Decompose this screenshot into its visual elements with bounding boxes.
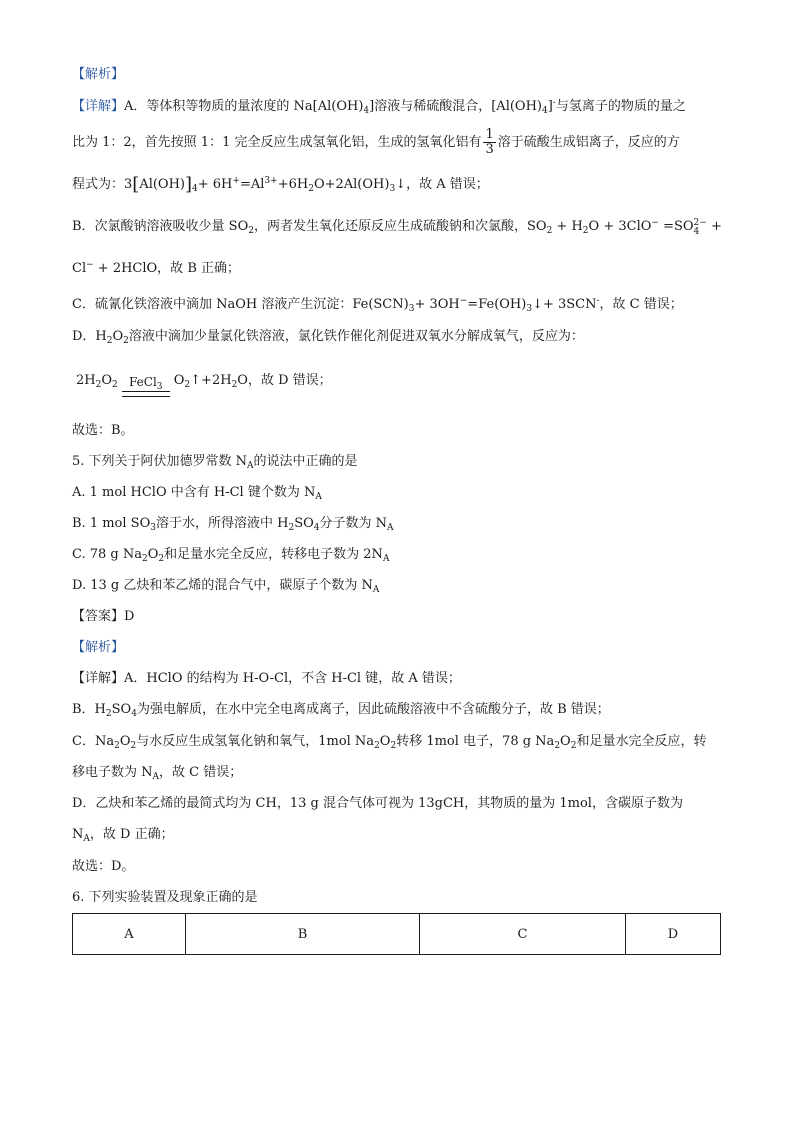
sub: 2 xyxy=(390,741,397,751)
q4-d1-text3: 溶液中滴加少量氯化铁溶液，氯化铁作催化剂促进双氧水分解成氧气，反应为： xyxy=(128,329,584,344)
sup: 2− xyxy=(693,218,707,228)
q5-opt-b-text4: 分子数为 N xyxy=(319,516,388,531)
q4-d2-rest: ↑+2H xyxy=(190,373,232,388)
q6-header-c: C xyxy=(420,914,626,954)
q4-c-text: C．硫氰化铁溶液中滴加 NaOH 溶液产生沉淀：Fe(SCN) xyxy=(72,297,409,312)
q5-opt-c-text: C. 78 g Na xyxy=(72,547,143,562)
q4-explain-b-line1 xyxy=(72,218,722,237)
sub: 4 xyxy=(363,106,370,116)
sup: − xyxy=(651,218,659,228)
q4-a2-text2: 溶于硫酸生成铝离子，反应的方 xyxy=(497,135,680,150)
sub: A xyxy=(387,523,394,533)
q4-a3-eq: =Al xyxy=(239,177,265,192)
q5-explain-a: 【详解】A．HClO 的结构为 H-O-Cl，不含 H-Cl 键，故 A 错误； xyxy=(72,671,461,686)
q5-stem-text2: 的说法中正确的是 xyxy=(253,454,358,469)
q5-e-c-text2: O xyxy=(119,734,131,749)
q4-a1-text: A．等体积等物质的量浓度的 Na[Al(OH) xyxy=(124,99,364,114)
sub: 2 xyxy=(114,741,120,751)
q4-b1-text2: ，两者发生氧化还原反应生成硫酸钠和次氯酸，SO xyxy=(253,219,547,234)
q4-explain-a-line3 xyxy=(72,176,489,194)
q4-b1-text6: + xyxy=(706,219,722,234)
q5-opt-a-text: A. 1 mol HClO 中含有 H-Cl 键个数为 N xyxy=(72,485,316,500)
sub: A xyxy=(152,772,160,782)
q4-d2-o: O xyxy=(101,373,113,388)
q5-opt-b-text2: 溶于水，所得溶液中 H xyxy=(155,516,289,531)
q4-a3-prefix: 程式为：3 xyxy=(72,177,133,192)
q4-d2-end: O，故 D 错误； xyxy=(237,373,332,388)
q5-opt-c-text2: O xyxy=(147,547,159,562)
sub: 2 xyxy=(105,709,112,719)
q5-option-c xyxy=(72,546,389,564)
q4-c-text3: =Fe(OH) xyxy=(467,297,527,312)
sup: − xyxy=(459,296,468,306)
sup: - xyxy=(552,98,556,108)
sub: 4 xyxy=(131,709,137,719)
q4-jiexi-label: 【解析】 xyxy=(72,67,125,82)
sub: 2 xyxy=(231,380,238,390)
q4-explain-a-line1 xyxy=(72,98,686,116)
q4-a3-mid: +6H xyxy=(277,177,309,192)
sub: 4 xyxy=(693,227,700,237)
q4-a3-end: ↓，故 A 错误； xyxy=(395,177,489,192)
q5-e-c-text6: O xyxy=(560,734,571,749)
q5-explain-b xyxy=(72,701,610,719)
sub: 2 xyxy=(142,554,148,564)
q4-b2-text: Cl xyxy=(72,261,87,276)
q6-header-a: A xyxy=(73,914,186,954)
q4-a2-text: 比为 1：2，首先按照 1：1 完全反应生成氢氧化铝，生成的氢氧化铝有 xyxy=(72,135,482,150)
sub: 2 xyxy=(95,380,102,390)
q4-d2-pre: 2H xyxy=(76,373,96,388)
sub: 2 xyxy=(288,523,295,533)
q5-e-c-text7: 和足量水完全反应，转 xyxy=(576,734,707,749)
q4-a1-text4: 与氢离子的物质的量之 xyxy=(555,99,686,114)
sub: 3 xyxy=(156,382,163,392)
sub: 2 xyxy=(582,226,589,236)
q4-b1-text: B．次氯酸钠溶液吸收少量 SO xyxy=(72,219,249,234)
sub: 4 xyxy=(192,184,198,194)
q4-choice: 故选：B。 xyxy=(72,423,134,438)
sub: 2 xyxy=(184,380,191,390)
q4-a1-text3: ] xyxy=(547,99,553,114)
q5-explain-d-line1: D．乙炔和苯乙烯的最简式均为 CH，13 g 混合气体可视为 13gCH，其物质的量为 1mol，含碳原子数为 xyxy=(72,796,683,811)
sub: 2 xyxy=(308,184,314,194)
q4-c-text2: + 3OH xyxy=(414,297,460,312)
q4-b1-text5: =SO xyxy=(658,219,694,234)
q5-answer: 【答案】D xyxy=(72,609,135,624)
q4-a3-mid2: O+2Al(OH) xyxy=(313,177,390,192)
q5-opt-b-text3: SO xyxy=(294,516,314,531)
q6-options-table xyxy=(72,913,721,955)
q4-a3-formula: Al(OH) xyxy=(139,177,185,192)
q4-b1-text3: + H xyxy=(552,219,583,234)
sub: 2 xyxy=(158,554,165,564)
q5-e-c-text5: 转移 1mol 电子，78 g Na xyxy=(396,734,555,749)
q5-stem-text: 5. 下列关于阿伏加德罗常数 N xyxy=(72,454,248,469)
q5-e-d-text2: N xyxy=(72,827,84,842)
sup: + xyxy=(232,176,240,186)
q4-a1-text2: ]溶液与稀硫酸混合，[Al(OH) xyxy=(369,99,542,114)
q4-d1-text: D．H xyxy=(72,329,107,344)
sub: 3 xyxy=(389,184,396,194)
sub: A xyxy=(315,492,322,502)
q5-e-c-text: C．Na xyxy=(72,734,115,749)
sub: 4 xyxy=(313,523,320,533)
sub: 3 xyxy=(150,523,156,533)
q5-e-c-text3: 与水反应生成氢氧化钠和氧气，1mol Na xyxy=(136,734,375,749)
q6-header-b: B xyxy=(186,914,420,954)
q5-stem xyxy=(72,453,358,471)
frac-den: 3 xyxy=(485,142,494,157)
sub: 3 xyxy=(526,304,533,314)
q4-b1-text4: O + 3ClO xyxy=(588,219,652,234)
q5-opt-c-text3: 和足量水完全反应，转移电子数为 2N xyxy=(164,547,383,562)
q4-d2-o2: O xyxy=(173,373,185,388)
fraction-one-third xyxy=(483,128,495,157)
q5-e-b-text: B．H xyxy=(72,702,106,717)
q5-explain-c-line2 xyxy=(72,764,242,782)
q5-opt-b-text: B. 1 mol SO xyxy=(72,516,151,531)
sub: 2 xyxy=(374,741,380,751)
q6-header-d: D xyxy=(667,926,679,942)
q5-e-b-text2: SO xyxy=(111,702,132,717)
sub: 2 xyxy=(123,336,129,346)
q5-e-b-text3: 为强电解质，在水中完全电离成离子，因此硫酸溶液中不含硫酸分子，故 B 错误； xyxy=(136,702,610,717)
q4-explain-c xyxy=(72,296,683,314)
sub: A xyxy=(83,834,90,844)
sub: 4 xyxy=(541,106,548,116)
q4-explain-d-line2 xyxy=(76,364,332,398)
q5-e-c-text9: ，故 C 错误； xyxy=(159,765,243,780)
catalyst-label xyxy=(122,375,170,392)
sub: 2 xyxy=(570,741,577,751)
q4-a3-plus: + 6H xyxy=(197,177,233,192)
frac-num: 1 xyxy=(485,127,494,142)
sub: 2 xyxy=(546,226,553,236)
sub: A xyxy=(372,585,380,595)
q4-c-text4: ↓+ 3SCN xyxy=(532,297,597,312)
q4-explain-b-line2 xyxy=(72,260,240,278)
sub: A xyxy=(382,554,390,564)
q4-b2-text2: + 2HClO，故 B 正确； xyxy=(93,261,241,276)
q5-explain-d-line2 xyxy=(72,826,174,844)
q5-option-b xyxy=(72,515,394,533)
q5-jiexi-label: 【解析】 xyxy=(72,640,125,655)
sup: 3+ xyxy=(264,176,278,186)
q5-e-c-text8: 移电子数为 N xyxy=(72,765,153,780)
sub: A xyxy=(247,461,254,471)
sub: 2 xyxy=(112,380,118,390)
sub: 2 xyxy=(554,741,561,751)
so4-charge xyxy=(694,219,707,237)
q4-explain-d-line1 xyxy=(72,328,584,346)
sub: 3 xyxy=(408,304,415,314)
q5-e-c-text4: O xyxy=(379,734,391,749)
q5-option-a xyxy=(72,484,322,502)
q5-choice: 故选：D。 xyxy=(72,859,135,874)
q5-e-d-text3: ，故 D 正确； xyxy=(89,827,174,842)
sup: - xyxy=(596,296,600,306)
q5-explain-c-line1 xyxy=(72,733,706,751)
q5-opt-d-text: D. 13 g 乙炔和苯乙烯的混合气中，碳原子个数为 N xyxy=(72,578,373,593)
sub: 2 xyxy=(130,741,137,751)
sub: 2 xyxy=(106,336,113,346)
q6-stem: 6. 下列实验装置及现象正确的是 xyxy=(72,890,258,905)
catalyst-formula: FeCl xyxy=(128,375,157,389)
q4-explain-a-line2 xyxy=(72,128,680,157)
q4-c-text5: ，故 C 错误； xyxy=(599,297,683,312)
bracket-right: ] xyxy=(185,174,193,195)
q4-d1-text2: O xyxy=(112,329,124,344)
q5-option-d xyxy=(72,577,379,595)
bracket-left: [ xyxy=(132,174,140,195)
sup: − xyxy=(86,260,94,270)
sub: 2 xyxy=(248,226,254,236)
catalyst-arrow xyxy=(122,376,170,397)
q4-xiangjie-label: 【详解】 xyxy=(72,99,125,114)
